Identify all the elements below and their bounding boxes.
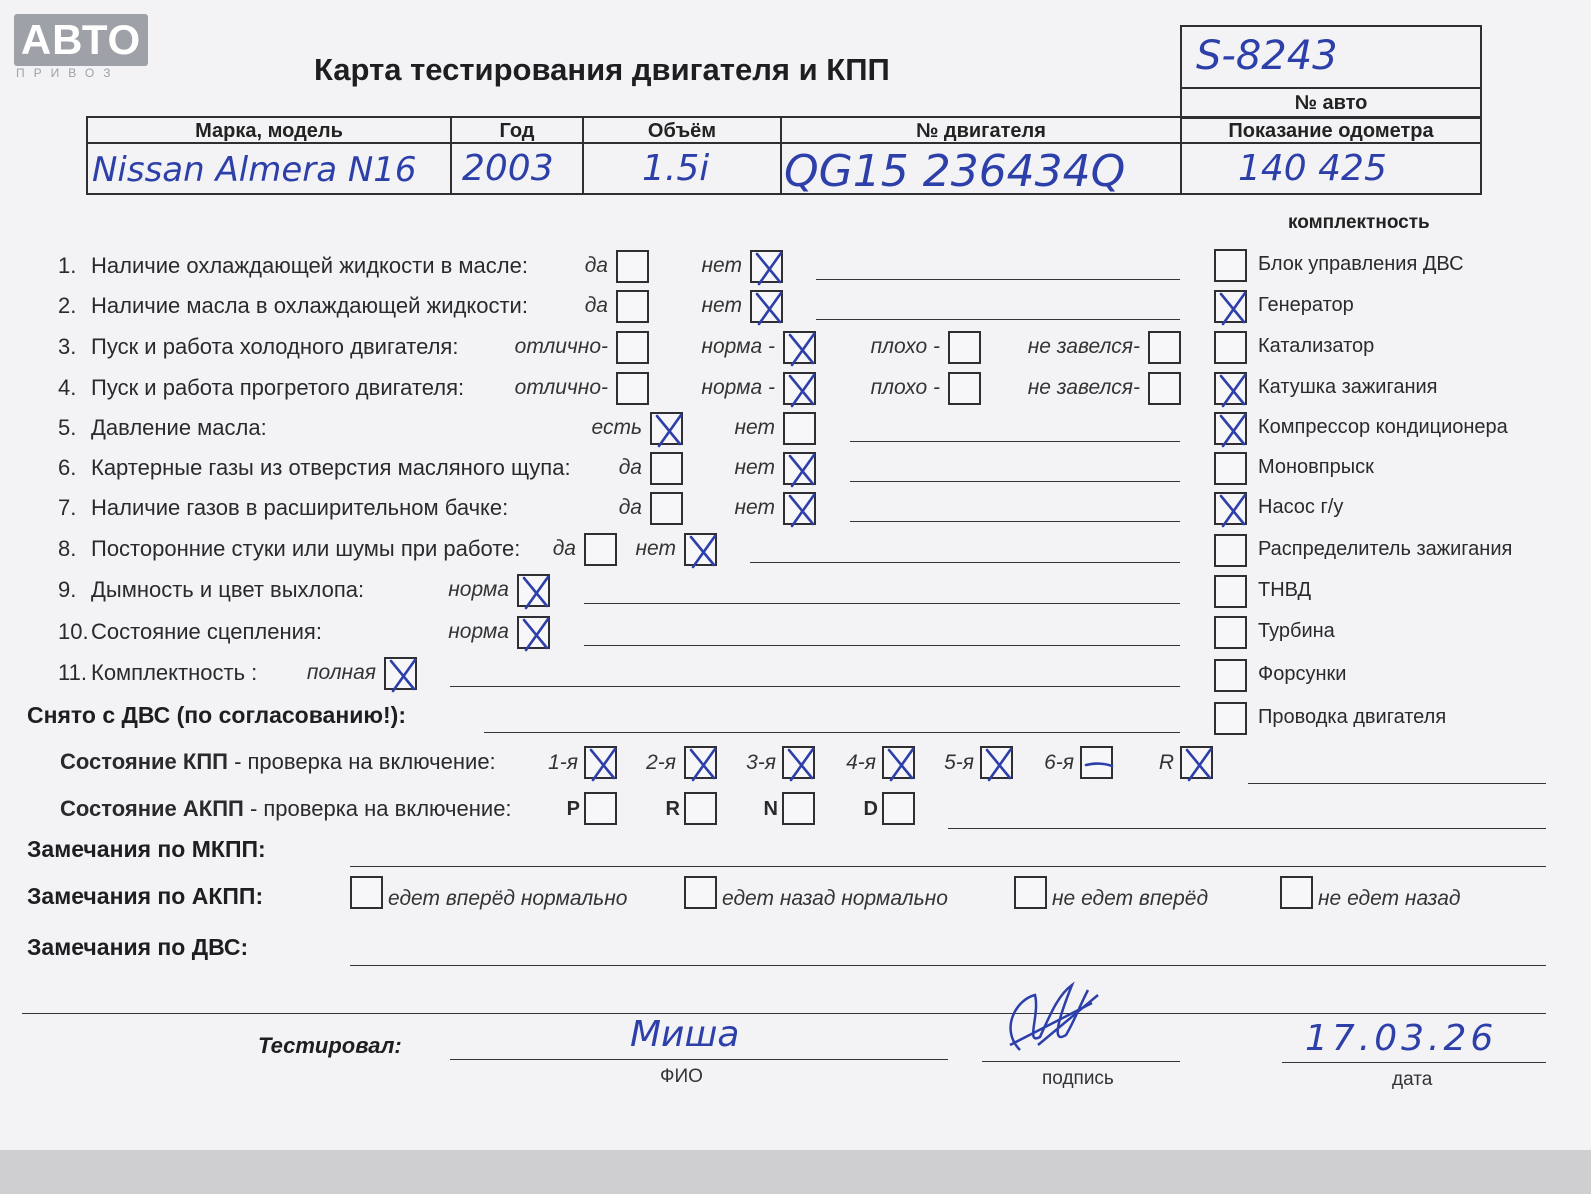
gear-checkbox[interactable] [684,746,717,779]
question-option-checkbox[interactable] [684,533,717,566]
gear-label: 1-я [548,751,578,774]
remarks-dvs-label: Замечания по ДВС: [27,934,249,960]
akpp-label: Состояние АКПП - проверка на включение: [60,796,512,821]
date-line[interactable] [1282,1062,1546,1063]
akpp-remark-label: не едет назад [1318,887,1461,910]
akpp-mode-label: N [763,798,778,820]
question-number: 7. [58,495,77,520]
question-number: 9. [58,577,77,602]
question-option-label: не завелся- [1027,335,1140,358]
question-option-label: не завелся- [1027,376,1140,399]
question-notes-line[interactable] [850,481,1180,482]
gear-checkbox[interactable] [1180,746,1213,779]
question-option-checkbox[interactable] [783,372,816,405]
check-x-mark-icon [1214,410,1252,450]
gear-checkbox[interactable] [882,746,915,779]
gear-checkbox[interactable] [1080,746,1113,779]
tested-by-label: Тестировал: [258,1033,402,1058]
question-number: 11. [58,660,87,685]
avto-privoz-logo: АВТО [14,14,148,66]
question-option-label: плохо - [870,335,940,358]
komplekt-item-label: Распределитель зажигания [1258,538,1513,560]
komplekt-checkbox[interactable] [1214,249,1247,282]
komplekt-item-label: Катализатор [1258,335,1375,357]
gear-checkbox[interactable] [782,746,815,779]
question-option-checkbox[interactable] [783,412,816,445]
question-text: Комплектность : [91,660,258,685]
question-option-checkbox[interactable] [1148,331,1181,364]
akpp-mode-checkbox[interactable] [684,792,717,825]
question-option-label: нет [734,416,775,439]
komplekt-checkbox[interactable] [1214,290,1247,323]
removed-line[interactable] [484,732,1180,733]
question-option-label: норма - [701,376,775,399]
fio-label: ФИО [660,1066,703,1087]
check-x-mark-icon [684,531,722,571]
question-notes-line[interactable] [450,686,1180,687]
question-option-label: нет [734,456,775,479]
remarks-mkpp-label: Замечания по МКПП: [27,836,266,862]
question-text: Дымность и цвет выхлопа: [91,577,365,602]
question-option-checkbox[interactable] [1148,372,1181,405]
signature-image [980,975,1110,1065]
logo-subtitle: ПРИВОЗ [16,66,120,80]
check-x-mark-icon [783,370,821,410]
komplekt-item-label: ТНВД [1258,579,1312,601]
question-text: Посторонние стуки или шумы при работе: [91,536,521,561]
question-number: 10. [58,619,89,644]
check-x-mark-icon [517,614,555,654]
remarks-akpp-label: Замечания по АКПП: [27,883,264,909]
question-option-label: есть [591,416,642,439]
question-option-checkbox[interactable] [384,657,417,690]
question-option-checkbox[interactable] [584,533,617,566]
question-number: 2. [58,293,77,318]
removed-label: Снято с ДВС (по согласованию!): [27,702,406,728]
gear-label: R [1158,751,1174,774]
question-option-checkbox[interactable] [750,290,783,323]
komplekt-checkbox[interactable] [1214,331,1247,364]
value-cell-odometer [1180,142,1482,195]
check-x-mark-icon [1180,744,1218,784]
akpp-remark-label: едет назад нормально [722,887,948,910]
value-cell-year [450,142,584,195]
komplekt-title: комплектность [1288,212,1430,233]
komplekt-item-label: Блок управления ДВС [1258,253,1464,275]
gear-label: 2-я [646,751,676,774]
question-option-label: нет [734,496,775,519]
vehicle-number-value: S-8243 [1196,33,1338,79]
question-option-checkbox[interactable] [517,574,550,607]
question-option-label: отлично- [514,335,608,358]
akpp-remark-checkbox[interactable] [1280,876,1313,909]
check-x-mark-icon [980,744,1018,784]
check-x-mark-icon [584,744,622,784]
kpp-label: Состояние КПП - проверка на включение: [60,749,496,774]
signature-label: подпись [1042,1068,1114,1089]
question-text: Картерные газы из отверстия масляного щупа: [91,455,571,480]
check-x-mark-icon [384,655,422,695]
engine-no-value: QG15 236434Q [784,146,1126,197]
question-option-checkbox[interactable] [948,331,981,364]
page-title: Карта тестирования двигателя и КПП [314,52,890,87]
question-notes-line[interactable] [816,319,1180,320]
akpp-remark-checkbox[interactable] [1014,876,1047,909]
komplekt-item-label: Насос г/у [1258,496,1344,518]
check-x-mark-icon [750,288,788,328]
question-option-checkbox[interactable] [616,331,649,364]
question-option-label: да [618,456,642,479]
komplekt-checkbox[interactable] [1214,452,1247,485]
remarks-extra-line[interactable] [22,1013,1546,1014]
check-x-mark-icon [684,744,722,784]
question-text: Давление масла: [91,415,267,440]
komplekt-checkbox[interactable] [1214,702,1247,735]
year-value: 2003 [462,148,554,189]
question-notes-line[interactable] [816,279,1180,280]
check-x-mark-icon [783,490,821,530]
question-notes-line[interactable] [750,562,1180,563]
gear-checkbox[interactable] [584,746,617,779]
akpp-remark-label: не едет вперёд [1052,887,1209,910]
question-option-checkbox[interactable] [783,452,816,485]
gear-label: 6-я [1044,751,1074,774]
komplekt-checkbox[interactable] [1214,372,1247,405]
akpp-remark-checkbox[interactable] [684,876,717,909]
akpp-line[interactable] [948,828,1546,829]
komplekt-item-label: Форсунки [1258,663,1347,685]
date-label: дата [1392,1069,1433,1090]
question-option-label: плохо - [870,376,940,399]
fio-line[interactable] [450,1059,948,1060]
check-x-mark-icon [1214,490,1252,530]
question-option-checkbox[interactable] [616,250,649,283]
komplekt-item-label: Моновпрыск [1258,456,1374,478]
remarks-mkpp-line[interactable] [350,866,1546,867]
komplekt-checkbox[interactable] [1214,534,1247,567]
komplekt-checkbox[interactable] [1214,659,1247,692]
check-x-mark-icon [782,744,820,784]
header-cell-odometer: Показание одометра [1180,116,1482,144]
question-option-label: полная [306,661,376,684]
check-x-mark-icon [783,329,821,369]
question-option-checkbox[interactable] [650,412,683,445]
check-x-mark-icon [1214,370,1252,410]
komplekt-item-label: Компрессор кондиционера [1258,416,1508,438]
gear-label: 4-я [846,751,876,774]
check-x-mark-icon [1214,288,1252,328]
question-option-label: да [552,537,576,560]
akpp-mode-label: R [665,798,680,820]
vehicle-number-label: № авто [1294,92,1368,114]
question-option-checkbox[interactable] [948,372,981,405]
check-x-mark-icon [650,410,688,450]
akpp-mode-label: P [566,798,580,820]
akpp-mode-checkbox[interactable] [584,792,617,825]
volume-value: 1.5i [642,148,710,189]
question-option-label: нет [701,294,742,317]
question-option-label: норма [448,620,509,643]
value-cell-model [86,142,452,195]
akpp-mode-checkbox[interactable] [882,792,915,825]
kpp-line[interactable] [1248,783,1546,784]
fio-value: Миша [630,1014,740,1055]
gear-label: 3-я [746,751,776,774]
question-notes-line[interactable] [850,521,1180,522]
question-option-checkbox[interactable] [517,616,550,649]
question-option-checkbox[interactable] [750,250,783,283]
question-notes-line[interactable] [584,603,1180,604]
gear-checkbox[interactable] [980,746,1013,779]
question-number: 5. [58,415,77,440]
komplekt-checkbox[interactable] [1214,616,1247,649]
komplekt-checkbox[interactable] [1214,492,1247,525]
question-option-label: норма - [701,335,775,358]
question-text: Пуск и работа холодного двигателя: [91,334,459,359]
question-notes-line[interactable] [584,645,1180,646]
check-x-mark-icon [750,248,788,288]
question-text: Пуск и работа прогретого двигателя: [91,375,465,400]
komplekt-checkbox[interactable] [1214,412,1247,445]
akpp-mode-label: D [863,798,878,820]
question-number: 8. [58,536,77,561]
komplekt-item-label: Турбина [1258,620,1335,642]
model-value: Nissan Almera N16 [92,150,417,190]
question-number: 4. [58,375,77,400]
question-option-checkbox[interactable] [783,331,816,364]
question-text: Наличие газов в расширительном бачке: [91,495,509,520]
question-text: Состояние сцепления: [91,619,322,644]
vehicle-number-cell [1180,25,1482,89]
komplekt-item-label: Катушка зажигания [1258,376,1438,398]
question-text: Наличие охлаждающей жидкости в масле: [91,253,528,278]
question-notes-line[interactable] [850,441,1180,442]
question-number: 6. [58,455,77,480]
question-number: 3. [58,334,77,359]
question-option-checkbox[interactable] [650,452,683,485]
check-x-mark-icon [517,572,555,612]
question-option-label: нет [635,537,676,560]
value-cell-engine-no [780,142,1182,195]
question-option-label: да [584,254,608,277]
header-cell-year: Год [450,116,584,144]
check-x-mark-icon [783,450,821,490]
value-cell-volume [582,142,782,195]
komplekt-checkbox[interactable] [1214,575,1247,608]
header-cell-model: Марка, модель [86,116,452,144]
question-option-checkbox[interactable] [783,492,816,525]
akpp-mode-checkbox[interactable] [782,792,815,825]
question-number: 1. [58,253,77,278]
header-cell-volume: Объём [582,116,782,144]
odometer-value: 140 425 [1238,148,1387,189]
komplekt-item-label: Генератор [1258,294,1354,316]
gear-label: 5-я [944,751,974,774]
question-text: Наличие масла в охлаждающей жидкости: [91,293,528,318]
komplekt-item-label: Проводка двигателя [1258,706,1447,728]
question-option-label: нет [701,254,742,277]
question-option-label: отлично- [514,376,608,399]
dash-mark-icon [1080,744,1118,784]
akpp-remark-checkbox[interactable] [350,876,383,909]
check-x-mark-icon [882,744,920,784]
date-value: 17.03.26 [1305,1018,1498,1059]
question-option-checkbox[interactable] [616,372,649,405]
question-option-label: да [618,496,642,519]
question-option-label: норма [448,578,509,601]
question-option-checkbox[interactable] [616,290,649,323]
vehicle-number-label-cell [1180,87,1482,119]
remarks-dvs-line[interactable] [350,965,1546,966]
question-option-checkbox[interactable] [650,492,683,525]
header-cell-engine-no: № двигателя [780,116,1182,144]
akpp-remark-label: едет вперёд нормально [388,887,628,910]
question-option-label: да [584,294,608,317]
